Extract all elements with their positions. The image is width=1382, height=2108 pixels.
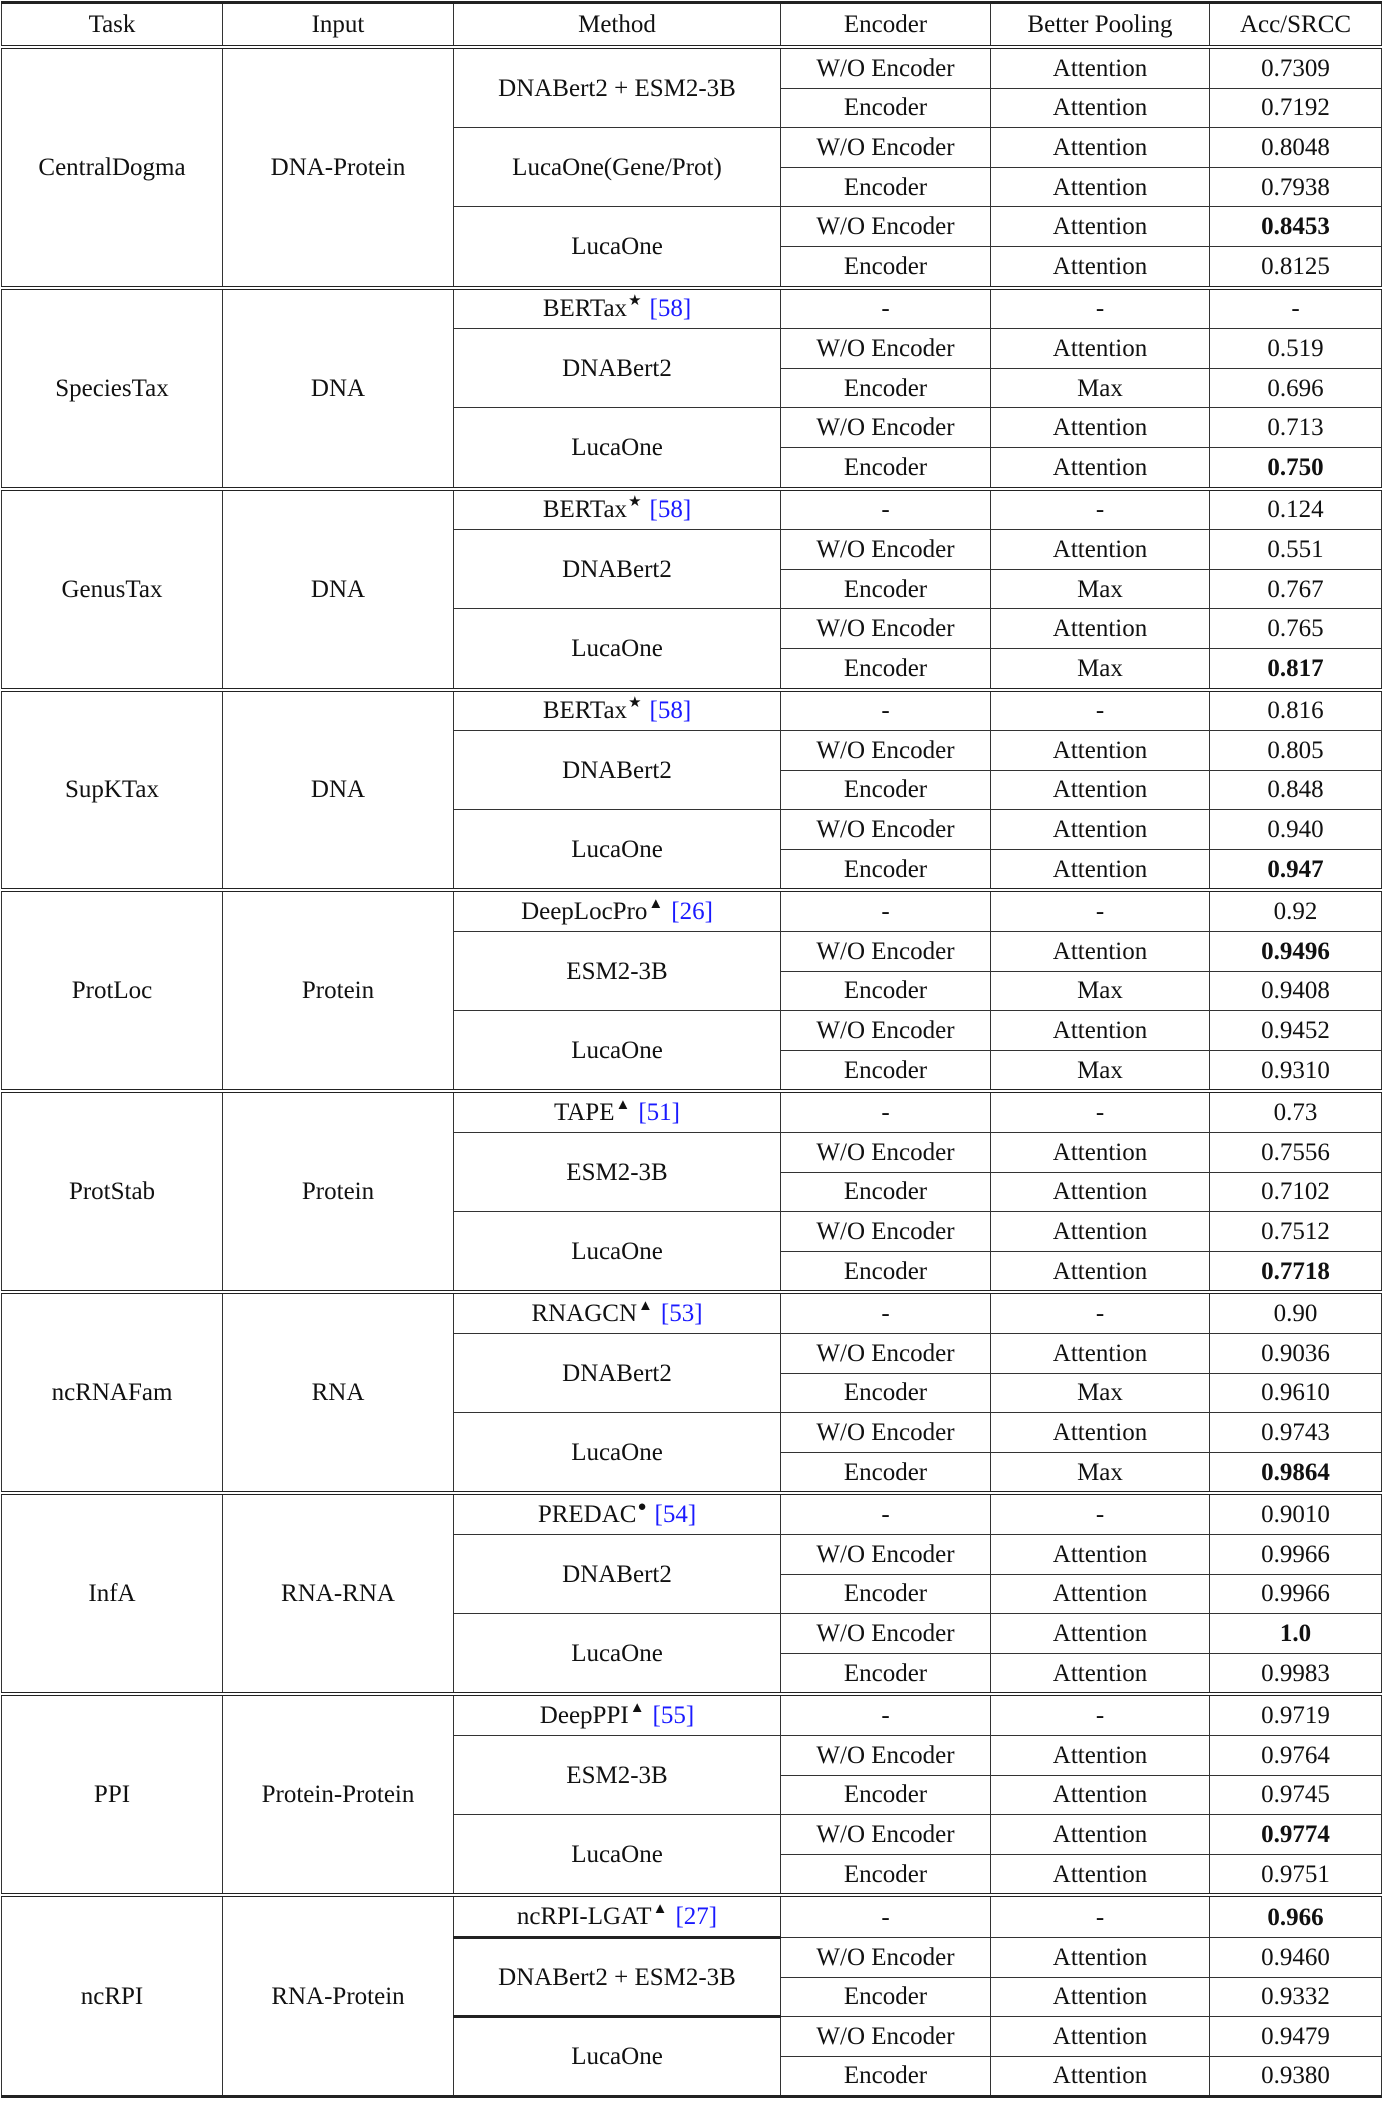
- method-marker-icon: ★: [628, 293, 642, 310]
- pooling-cell: Attention: [991, 88, 1210, 128]
- score-cell: 0.696: [1210, 368, 1382, 408]
- pooling-cell: Attention: [991, 2017, 1210, 2057]
- citation-link[interactable]: [54]: [654, 1501, 697, 1529]
- citation-link[interactable]: [58]: [649, 496, 692, 524]
- method-name: LucaOne: [571, 2043, 663, 2071]
- encoder-cell: -: [781, 690, 991, 731]
- score-cell: 0.7718: [1210, 1251, 1382, 1292]
- header-method: Method: [454, 3, 781, 48]
- pooling-cell: -: [991, 1694, 1210, 1735]
- task-cell: PPI: [2, 1694, 223, 1895]
- pooling-cell: Attention: [991, 530, 1210, 570]
- table-row: [2, 890, 1382, 931]
- encoder-cell: Encoder: [781, 1977, 991, 2017]
- header-pooling: Better Pooling: [991, 3, 1210, 48]
- method-marker-icon: ▲: [615, 1097, 631, 1114]
- method-cell: [454, 1212, 781, 1293]
- method-name: LucaOne: [571, 835, 663, 863]
- encoder-cell: Encoder: [781, 971, 991, 1011]
- method-cell: [454, 1614, 781, 1695]
- encoder-cell: W/O Encoder: [781, 1011, 991, 1051]
- header-score: Acc/SRCC: [1210, 3, 1382, 48]
- encoder-cell: W/O Encoder: [781, 1413, 991, 1453]
- encoder-cell: -: [781, 489, 991, 530]
- method-name: ESM2-3B: [566, 1158, 668, 1186]
- score-cell: 0.7309: [1210, 47, 1382, 88]
- encoder-cell: W/O Encoder: [781, 932, 991, 972]
- citation-link[interactable]: [58]: [649, 697, 692, 725]
- method-name: DNABert2 + ESM2-3B: [498, 1963, 736, 1991]
- input-cell: DNA: [223, 489, 454, 690]
- method-marker-icon: ▲: [638, 1298, 653, 1315]
- score-cell: 0.966: [1210, 1895, 1382, 1937]
- pooling-cell: Attention: [991, 1815, 1210, 1855]
- score-cell: 0.9452: [1210, 1011, 1382, 1051]
- input-cell: DNA-Protein: [223, 47, 454, 288]
- method-marker-icon: ●: [637, 1499, 647, 1516]
- encoder-cell: Encoder: [781, 447, 991, 488]
- table-row: [2, 1091, 1382, 1132]
- pooling-cell: Attention: [991, 609, 1210, 649]
- encoder-cell: Encoder: [781, 569, 991, 609]
- encoder-cell: Encoder: [781, 368, 991, 408]
- encoder-cell: Encoder: [781, 1574, 991, 1614]
- encoder-cell: -: [781, 288, 991, 329]
- task-cell: ProtLoc: [2, 890, 223, 1091]
- method-cell: [454, 1937, 781, 2016]
- score-cell: 0.805: [1210, 731, 1382, 771]
- input-cell: RNA-RNA: [223, 1493, 454, 1694]
- pooling-cell: Attention: [991, 1614, 1210, 1654]
- method-name: DNABert2: [562, 756, 672, 784]
- pooling-cell: Attention: [991, 1735, 1210, 1775]
- input-cell: Protein-Protein: [223, 1694, 454, 1895]
- encoder-cell: W/O Encoder: [781, 2017, 991, 2057]
- encoder-cell: W/O Encoder: [781, 1133, 991, 1173]
- encoder-cell: W/O Encoder: [781, 731, 991, 771]
- encoder-cell: W/O Encoder: [781, 329, 991, 369]
- encoder-cell: Encoder: [781, 246, 991, 287]
- method-cell: [454, 1534, 781, 1613]
- encoder-cell: Encoder: [781, 167, 991, 207]
- table-row: [2, 288, 1382, 329]
- method-name: RNAGCN: [531, 1300, 638, 1328]
- encoder-cell: W/O Encoder: [781, 530, 991, 570]
- method-name: LucaOne: [571, 1237, 663, 1265]
- pooling-cell: -: [991, 1292, 1210, 1333]
- encoder-cell: W/O Encoder: [781, 609, 991, 649]
- score-cell: 0.9496: [1210, 932, 1382, 972]
- score-cell: 0.750: [1210, 447, 1382, 488]
- score-cell: 0.7938: [1210, 167, 1382, 207]
- table-row: [2, 489, 1382, 530]
- encoder-cell: -: [781, 1292, 991, 1333]
- score-cell: -: [1210, 288, 1382, 329]
- encoder-cell: Encoder: [781, 770, 991, 810]
- score-cell: 0.9864: [1210, 1452, 1382, 1493]
- pooling-cell: -: [991, 690, 1210, 731]
- pooling-cell: Attention: [991, 1011, 1210, 1051]
- score-cell: 0.9610: [1210, 1373, 1382, 1413]
- encoder-cell: W/O Encoder: [781, 1212, 991, 1252]
- header-input: Input: [223, 3, 454, 48]
- score-cell: 0.816: [1210, 690, 1382, 731]
- method-name: LucaOne: [571, 634, 663, 662]
- citation-link[interactable]: [53]: [660, 1300, 703, 1328]
- pooling-cell: Attention: [991, 329, 1210, 369]
- method-cell: [454, 932, 781, 1011]
- score-cell: 0.9751: [1210, 1854, 1382, 1895]
- method-name: LucaOne: [571, 1438, 663, 1466]
- pooling-cell: -: [991, 1895, 1210, 1937]
- input-cell: Protein: [223, 1091, 454, 1292]
- method-name: LucaOne: [571, 1036, 663, 1064]
- pooling-cell: Attention: [991, 770, 1210, 810]
- pooling-cell: Attention: [991, 2056, 1210, 2097]
- method-cell: [454, 1091, 781, 1132]
- pooling-cell: -: [991, 1091, 1210, 1132]
- table-body: [2, 47, 1382, 2097]
- pooling-cell: Attention: [991, 1854, 1210, 1895]
- encoder-cell: W/O Encoder: [781, 1937, 991, 1977]
- citation-link[interactable]: [51]: [638, 1099, 680, 1127]
- method-cell: [454, 1334, 781, 1413]
- method-marker-icon: ★: [628, 494, 642, 511]
- encoder-cell: -: [781, 1493, 991, 1534]
- score-cell: 0.8453: [1210, 207, 1382, 247]
- pooling-cell: Attention: [991, 47, 1210, 88]
- encoder-cell: Encoder: [781, 1050, 991, 1091]
- results-table: [1, 1, 1382, 2098]
- score-cell: 0.767: [1210, 569, 1382, 609]
- table-row: [2, 690, 1382, 731]
- table-row: [2, 47, 1382, 88]
- input-cell: Protein: [223, 890, 454, 1091]
- score-cell: 0.8125: [1210, 246, 1382, 287]
- method-cell: [454, 1011, 781, 1092]
- task-cell: ProtStab: [2, 1091, 223, 1292]
- method-name: LucaOne: [571, 433, 663, 461]
- encoder-cell: -: [781, 890, 991, 931]
- method-name: DNABert2: [562, 555, 672, 583]
- score-cell: 0.9332: [1210, 1977, 1382, 2017]
- score-cell: 0.9310: [1210, 1050, 1382, 1091]
- table-row: [2, 1895, 1382, 1937]
- encoder-cell: -: [781, 1895, 991, 1937]
- encoder-cell: Encoder: [781, 88, 991, 128]
- method-cell: [454, 1292, 781, 1333]
- encoder-cell: W/O Encoder: [781, 1534, 991, 1574]
- header-task: Task: [2, 3, 223, 48]
- score-cell: 0.765: [1210, 609, 1382, 649]
- input-cell: RNA: [223, 1292, 454, 1493]
- method-marker-icon: ▲: [648, 896, 664, 913]
- method-marker-icon: ★: [628, 695, 642, 712]
- method-cell: [454, 690, 781, 731]
- method-name: DNABert2 + ESM2-3B: [498, 74, 736, 102]
- encoder-cell: Encoder: [781, 1251, 991, 1292]
- table-row: [2, 1292, 1382, 1333]
- method-name: DNABert2: [562, 1560, 672, 1588]
- header-row: [2, 3, 1382, 48]
- score-cell: 0.9036: [1210, 1334, 1382, 1374]
- encoder-cell: W/O Encoder: [781, 1334, 991, 1374]
- pooling-cell: Max: [991, 1452, 1210, 1493]
- pooling-cell: -: [991, 1493, 1210, 1534]
- task-cell: InfA: [2, 1493, 223, 1694]
- score-cell: 0.9408: [1210, 971, 1382, 1011]
- score-cell: 0.9745: [1210, 1775, 1382, 1815]
- method-cell: [454, 489, 781, 530]
- method-marker-icon: ▲: [652, 1901, 668, 1918]
- input-cell: DNA: [223, 288, 454, 489]
- encoder-cell: Encoder: [781, 849, 991, 890]
- score-cell: 0.9719: [1210, 1694, 1382, 1735]
- pooling-cell: Max: [991, 1373, 1210, 1413]
- method-name: BERTax: [542, 697, 628, 725]
- pooling-cell: Attention: [991, 1977, 1210, 2017]
- score-cell: 0.940: [1210, 810, 1382, 850]
- encoder-cell: W/O Encoder: [781, 408, 991, 448]
- score-cell: 0.817: [1210, 648, 1382, 689]
- task-cell: SpeciesTax: [2, 288, 223, 489]
- score-cell: 0.9479: [1210, 2017, 1382, 2057]
- method-name: ncRPI-LGAT: [516, 1903, 652, 1931]
- method-cell: [454, 609, 781, 690]
- method-name: DNABert2: [562, 354, 672, 382]
- method-cell: [454, 1815, 781, 1896]
- method-name: DeepLocPro: [521, 898, 648, 926]
- pooling-cell: Attention: [991, 447, 1210, 488]
- pooling-cell: -: [991, 890, 1210, 931]
- score-cell: 0.9743: [1210, 1413, 1382, 1453]
- method-name: BERTax: [542, 496, 628, 524]
- score-cell: 0.7102: [1210, 1172, 1382, 1212]
- method-cell: [454, 890, 781, 931]
- method-cell: [454, 1735, 781, 1814]
- method-cell: [454, 810, 781, 891]
- pooling-cell: Max: [991, 971, 1210, 1011]
- pooling-cell: Attention: [991, 1937, 1210, 1977]
- score-cell: 0.947: [1210, 849, 1382, 890]
- pooling-cell: Attention: [991, 1172, 1210, 1212]
- encoder-cell: W/O Encoder: [781, 47, 991, 88]
- method-cell: [454, 47, 781, 128]
- method-cell: [454, 530, 781, 609]
- method-cell: [454, 1413, 781, 1494]
- encoder-cell: Encoder: [781, 648, 991, 689]
- input-cell: RNA-Protein: [223, 1895, 454, 2096]
- task-cell: GenusTax: [2, 489, 223, 690]
- score-cell: 0.90: [1210, 1292, 1382, 1333]
- citation-link[interactable]: [58]: [649, 295, 692, 323]
- encoder-cell: Encoder: [781, 1172, 991, 1212]
- method-name: DNABert2: [562, 1359, 672, 1387]
- method-name: LucaOne: [571, 1639, 663, 1667]
- pooling-cell: Attention: [991, 246, 1210, 287]
- pooling-cell: Max: [991, 569, 1210, 609]
- pooling-cell: Max: [991, 1050, 1210, 1091]
- citation-link[interactable]: [26]: [671, 898, 713, 926]
- score-cell: 0.73: [1210, 1091, 1382, 1132]
- score-cell: 0.9764: [1210, 1735, 1382, 1775]
- score-cell: 0.124: [1210, 489, 1382, 530]
- encoder-cell: W/O Encoder: [781, 1735, 991, 1775]
- method-cell: [454, 128, 781, 207]
- score-cell: 0.92: [1210, 890, 1382, 931]
- method-cell: [454, 2017, 781, 2097]
- score-cell: 1.0: [1210, 1614, 1382, 1654]
- citation-link[interactable]: [27]: [675, 1903, 718, 1931]
- pooling-cell: Attention: [991, 731, 1210, 771]
- score-cell: 0.7512: [1210, 1212, 1382, 1252]
- method-marker-icon: ▲: [629, 1700, 645, 1717]
- method-name: ESM2-3B: [566, 957, 668, 985]
- score-cell: 0.9460: [1210, 1937, 1382, 1977]
- pooling-cell: Attention: [991, 408, 1210, 448]
- pooling-cell: Attention: [991, 167, 1210, 207]
- encoder-cell: W/O Encoder: [781, 128, 991, 168]
- score-cell: 0.9010: [1210, 1493, 1382, 1534]
- method-cell: [454, 329, 781, 408]
- pooling-cell: Attention: [991, 1775, 1210, 1815]
- pooling-cell: Attention: [991, 1534, 1210, 1574]
- method-cell: [454, 207, 781, 288]
- score-cell: 0.9380: [1210, 2056, 1382, 2097]
- method-cell: [454, 288, 781, 329]
- score-cell: 0.9774: [1210, 1815, 1382, 1855]
- task-cell: ncRPI: [2, 1895, 223, 2096]
- encoder-cell: Encoder: [781, 1775, 991, 1815]
- table-row: [2, 1694, 1382, 1735]
- encoder-cell: W/O Encoder: [781, 207, 991, 247]
- encoder-cell: Encoder: [781, 1373, 991, 1413]
- score-cell: 0.519: [1210, 329, 1382, 369]
- header-encoder: Encoder: [781, 3, 991, 48]
- method-cell: [454, 1133, 781, 1212]
- pooling-cell: Attention: [991, 849, 1210, 890]
- pooling-cell: -: [991, 489, 1210, 530]
- method-name: LucaOne: [571, 232, 663, 260]
- pooling-cell: Attention: [991, 1212, 1210, 1252]
- method-name: DeepPPI: [539, 1702, 629, 1730]
- method-name: ESM2-3B: [566, 1761, 668, 1789]
- pooling-cell: Attention: [991, 1251, 1210, 1292]
- pooling-cell: Attention: [991, 1334, 1210, 1374]
- score-cell: 0.9966: [1210, 1534, 1382, 1574]
- method-cell: [454, 1694, 781, 1735]
- score-cell: 0.8048: [1210, 128, 1382, 168]
- score-cell: 0.551: [1210, 530, 1382, 570]
- table-row: [2, 1493, 1382, 1534]
- input-cell: DNA: [223, 690, 454, 891]
- score-cell: 0.9966: [1210, 1574, 1382, 1614]
- encoder-cell: W/O Encoder: [781, 1815, 991, 1855]
- encoder-cell: W/O Encoder: [781, 810, 991, 850]
- task-cell: SupKTax: [2, 690, 223, 891]
- score-cell: 0.7192: [1210, 88, 1382, 128]
- score-cell: 0.7556: [1210, 1133, 1382, 1173]
- method-name: LucaOne: [571, 1840, 663, 1868]
- encoder-cell: Encoder: [781, 1653, 991, 1694]
- encoder-cell: Encoder: [781, 2056, 991, 2097]
- method-name: LucaOne(Gene/Prot): [512, 153, 722, 181]
- task-cell: CentralDogma: [2, 47, 223, 288]
- pooling-cell: Attention: [991, 207, 1210, 247]
- score-cell: 0.713: [1210, 408, 1382, 448]
- pooling-cell: Attention: [991, 1413, 1210, 1453]
- method-cell: [454, 1493, 781, 1534]
- encoder-cell: W/O Encoder: [781, 1614, 991, 1654]
- encoder-cell: Encoder: [781, 1452, 991, 1493]
- method-cell: [454, 408, 781, 489]
- pooling-cell: -: [991, 288, 1210, 329]
- pooling-cell: Max: [991, 368, 1210, 408]
- score-cell: 0.9983: [1210, 1653, 1382, 1694]
- pooling-cell: Max: [991, 648, 1210, 689]
- method-cell: [454, 1895, 781, 1937]
- method-name: TAPE: [553, 1099, 615, 1127]
- method-name: BERTax: [542, 295, 628, 323]
- citation-link[interactable]: [55]: [652, 1702, 695, 1730]
- encoder-cell: -: [781, 1091, 991, 1132]
- score-cell: 0.848: [1210, 770, 1382, 810]
- pooling-cell: Attention: [991, 810, 1210, 850]
- pooling-cell: Attention: [991, 932, 1210, 972]
- encoder-cell: Encoder: [781, 1854, 991, 1895]
- pooling-cell: Attention: [991, 1574, 1210, 1614]
- method-name: PREDAC: [537, 1501, 637, 1529]
- encoder-cell: -: [781, 1694, 991, 1735]
- method-cell: [454, 731, 781, 810]
- task-cell: ncRNAFam: [2, 1292, 223, 1493]
- pooling-cell: Attention: [991, 1133, 1210, 1173]
- pooling-cell: Attention: [991, 128, 1210, 168]
- pooling-cell: Attention: [991, 1653, 1210, 1694]
